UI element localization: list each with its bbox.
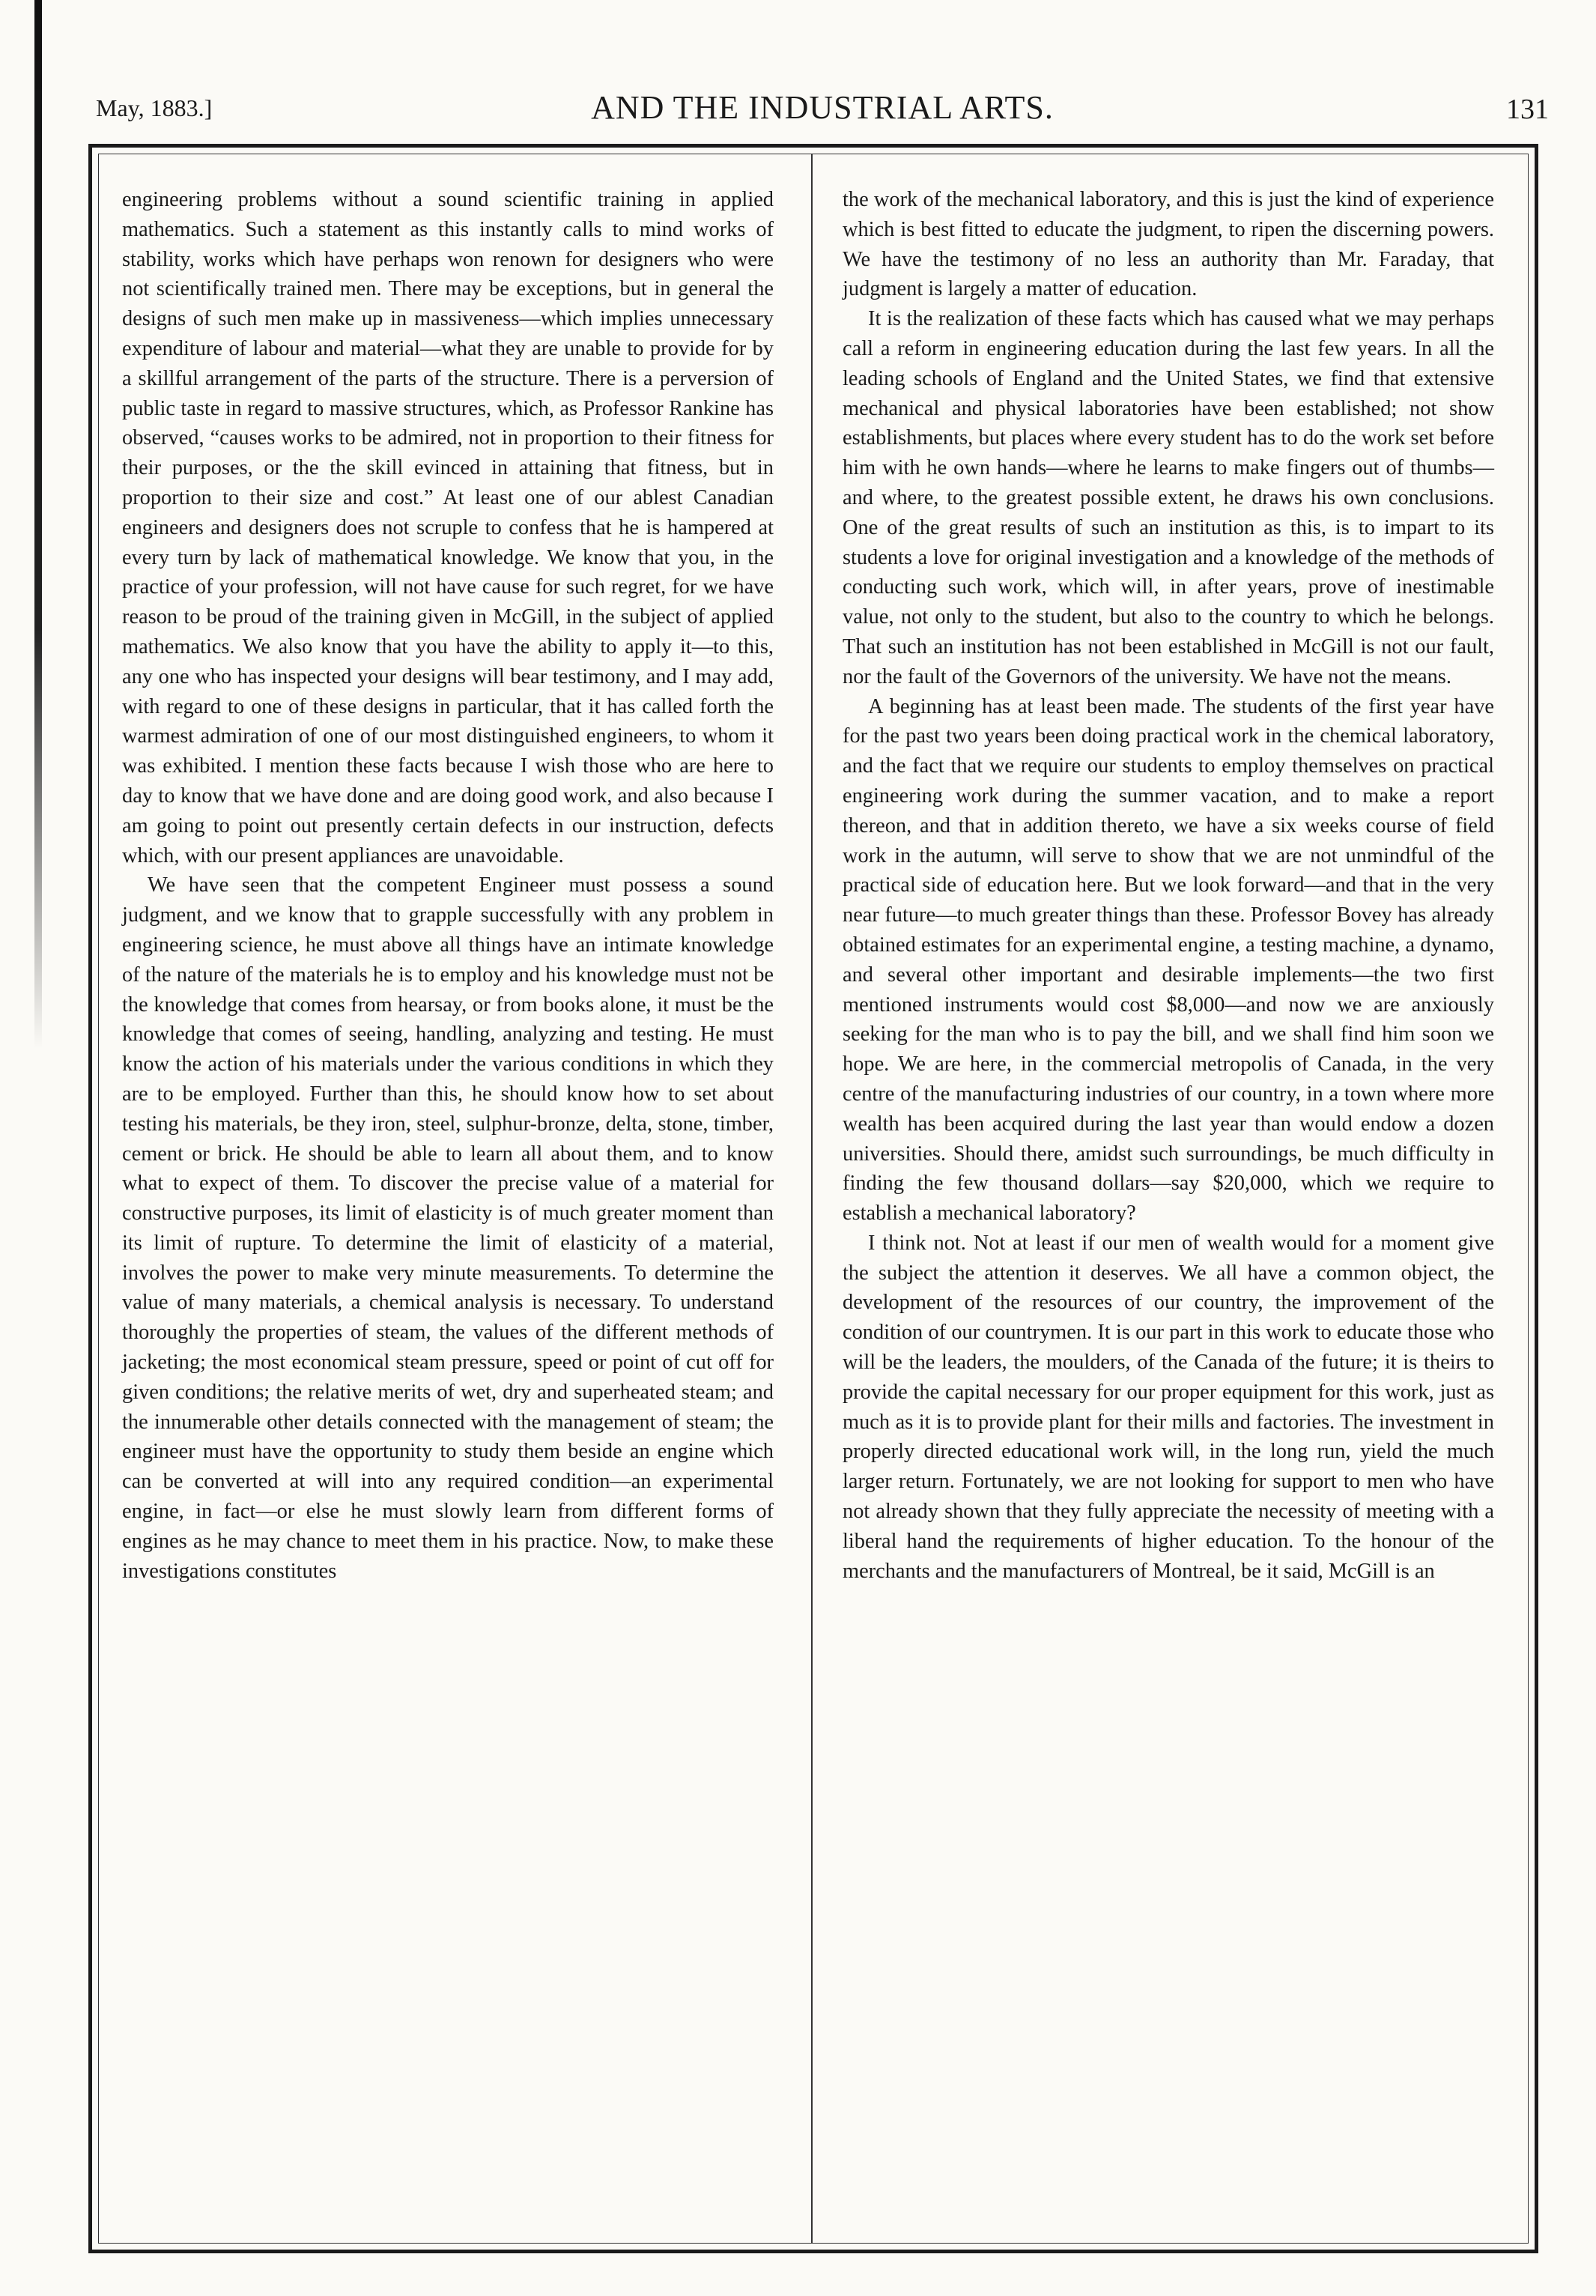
binding-edge [34, 0, 42, 1049]
right-column [843, 185, 1494, 1586]
issue-date: May, 1883.] [96, 94, 213, 121]
running-header [96, 88, 1549, 133]
running-title: AND THE INDUSTRIAL ARTS. [591, 89, 1054, 126]
paragraph: It is the realization of these facts which has caused what we may perhaps call a reform in engineering education during the last few years. In all the leading schools of England and the United States, we find that extensive mechanical and physical laboratories have been established; not show establishments, but places where every student has to do the work set before him with he own hands—where he learns to make fingers out of thumbs—and where, to the greatest possible extent, he draws his own conclusions. One of the great results of such an institution as this, is to impart to its students a love for original investigation and a knowledge of the methods of conducting such work, which will, in after years, prove of inestimable value, not only to the student, but also to the country to which he belongs. That such an institution has not been established in McGill is not our fault, nor the fault of the Governors of the university. We have not the means. [843, 307, 1494, 688]
paragraph: engineering problems without a sound scientific training in applied mathematics. Such a statement as this instantly calls to mind works of stability, works which have perhaps won renown for designers who were not scientifically trained men. There may be exceptions, but in general the designs of such men make up in massiveness—which implies unnecessary expenditure of labour and material—what they are unable to provide for by a skillful arrangement of the parts of the structure. There is a perversion of public taste in regard to massive structures, which, as Professor Rankine has observed, “causes works to be admired, not in proportion to their fitness for their purposes, or the the skill evinced in attaining that fitness, but in proportion to their size and cost.” At least one of our ablest Canadian engineers and designers does not scruple to confess that he is hampered at every turn by lack of mathematical knowledge. We know that you, in the practice of your profession, will not have cause for such regret, for we have reason to be proud of the training given in McGill, in the subject of applied mathematics. We also know that you have the ability to apply it—to this, any one who has inspected your designs will bear testimony, and I may add, with regard to one of these designs in particular, that it has called forth the warmest admiration of one of our most distinguished engineers, to whom it was exhibited. I mention these facts because I wish those who are here to day to know that we have done and are doing good work, and also because I am going to point out presently certain defects in our instruction, defects which, with our present appliances are unavoidable. [122, 188, 774, 867]
column-divider [811, 154, 813, 2244]
paragraph: We have seen that the competent Engineer must possess a sound judgment, and we know that to grapple successfully with any problem in engineering science, he must above all things have an intimate knowledge of the nature of the materials he is to employ and his knowledge must not be the knowledge that comes from hearsay, or from books alone, it must be the knowledge that comes of seeing, handling, analyzing and testing. He must know the action of his materials under the various conditions in which they are to be employed. Further than this, he should know how to set about testing his materials, be they iron, steel, sulphur-bronze, delta, stone, timber, cement or brick. He should be able to learn all about them, and to know what to expect of them. To discover the precise value of a material for constructive purposes, its limit of elasticity is of much greater moment than its limit of rupture. To determine the limit of elasticity of a material, involves the power to make very minute measurements. To determine the value of many materials, a chemical analysis is necessary. To understand thoroughly the properties of steam, the values of the different methods of jacketing; the most economical steam pressure, speed or point of cut off for given conditions; the relative merits of wet, dry and superheated steam; and the innumerable other details connected with the management of steam; the engineer must have the opportunity to study them beside an engine which can be converted at will into any required condition—an experimental engine, in fact—or else he must slowly learn from different forms of engines as he may chance to meet them in his practice. Now, to make these investigations constitutes [122, 873, 774, 1583]
paragraph: A beginning has at least been made. The students of the first year have for the past two years been doing practical work in the chemical laboratory, and the fact that we require our students to employ themselves on practical engineering work during the summer vacation, and to make a report thereon, and that in addition thereto, we have a six weeks course of field work in the autumn, will serve to show that we are not unmindful of the practical side of education here. But we look forward—and that in the very near future—to much greater things than these. Professor Bovey has already obtained estimates for an experimental engine, a testing machine, a dynamo, and several other important and desirable implements—the two first mentioned instruments would cost $8,000—and now we are anxiously seeking for the man who is to pay the bill, and we shall find him soon we hope. We are here, in the commercial metropolis of Canada, in the very centre of the manufacturing industries of our country, in a town where more wealth has been acquired during the last year than would endow a dozen universities. Should there, amidst such surroundings, be much difficulty in finding the few thousand dollars—say $20,000, which we require to establish a mechanical laboratory? [843, 694, 1494, 1226]
left-column [122, 185, 774, 1586]
page-frame [88, 144, 1538, 2253]
page-number: 131 [1506, 94, 1549, 125]
paragraph: the work of the mechanical laboratory, and this is just the kind of experience which is best fitted to educate the judgment, to ripen the discerning powers. We have the testimony of no less an authority than Mr. Faraday, that judgment is largely a matter of education. [843, 188, 1494, 301]
paragraph: I think not. Not at least if our men of wealth would for a moment give the subject the attention it deserves. We all have a common object, the development of the resources of our country, the improvement of the condition of our countrymen. It is our part in this work to educate those who will be the leaders, the moulders, of the Canada of the future; it is theirs to provide the capital necessary for our proper equipment for this work, just as much as it is to provide plant for their mills and factories. The investment in properly directed educational work will, in the long run, yield the much larger return. Fortunately, we are not looking for support to men who have not already shown that they fully appreciate the necessity of meeting with a liberal hand the requirements of higher education. To the honour of the merchants and the manufacturers of Montreal, be it said, McGill is an [843, 1231, 1494, 1583]
